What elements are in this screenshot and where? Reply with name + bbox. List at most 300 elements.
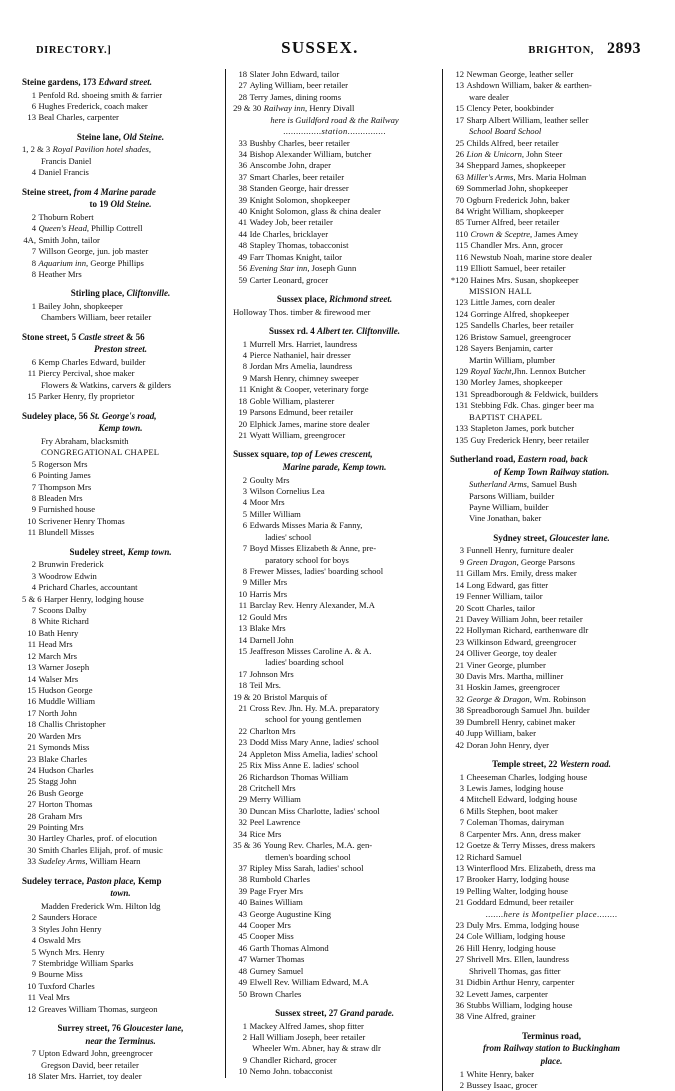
entry-number: 21 <box>238 430 248 440</box>
entry-text: Ide Charles, bricklayer <box>249 228 329 239</box>
entry-text: Charlton Mrs <box>249 725 296 736</box>
entry-number: 18 <box>27 719 36 730</box>
entry-text: Stubbs William, lodging house <box>466 1000 573 1011</box>
entry-number: 25 <box>238 760 248 771</box>
entry-text: Aquarium inn, George Phillips <box>38 257 144 268</box>
entry-text: Walser Mrs <box>38 673 79 684</box>
entry-number: 25 <box>27 776 36 787</box>
entry-number: 17 <box>455 114 465 125</box>
entry-text: Standen George, hair dresser <box>249 183 349 194</box>
street-heading: Stirling place, Cliftonville. <box>70 288 171 299</box>
entry-text: Hollyman Richard, earthenware dlr <box>466 625 589 636</box>
directory-entry <box>450 183 653 194</box>
entry-text: Stembridge William Sparks <box>38 958 134 969</box>
entry-text: Spreadborough & Feldwick, builders <box>470 388 598 399</box>
entry-number: 4 <box>242 350 248 361</box>
directory-entry <box>233 206 436 217</box>
street-heading: Sudeley street, Kemp town. <box>69 546 172 557</box>
entry-number: 1 <box>31 301 36 312</box>
entry-number: 11 <box>27 368 36 379</box>
directory-entry <box>450 772 653 783</box>
entry-text: Harper Henry, lodging house <box>44 593 144 604</box>
directory-entry <box>22 167 219 178</box>
directory-entry <box>450 240 653 251</box>
directory-entry <box>22 616 219 627</box>
running-head-left: DIRECTORY.] <box>36 45 112 56</box>
entry-number: 84 <box>455 206 465 217</box>
entry-text: North John <box>38 707 77 718</box>
directory-entry <box>22 1048 219 1059</box>
directory-entry <box>22 571 219 582</box>
entry-number: 9 <box>242 577 248 588</box>
entry-number: 2 <box>31 211 36 222</box>
entry-number: 30 <box>27 833 36 844</box>
directory-entry <box>233 829 436 840</box>
entry-text: Goetze & Terry Misses, dress makers <box>466 840 596 851</box>
directory-entry <box>450 1000 653 1011</box>
directory-entry <box>450 705 653 716</box>
column-3 <box>442 69 653 1091</box>
entry-text: Head Mrs <box>38 639 73 650</box>
street-heading-continuation: of Kemp Town Railway station. <box>493 466 610 477</box>
entry-text: Hudson Charles <box>38 764 94 775</box>
entry-text: Veal Mrs <box>38 992 70 1003</box>
entry-text: Wynch Mrs. Henry <box>38 946 105 957</box>
entry-text: Horton Thomas <box>38 799 93 810</box>
entry-number: 59 <box>238 274 248 285</box>
entry-number: 1 <box>31 89 36 100</box>
entry-text: Ogburn Frederick John, baker <box>466 194 570 205</box>
entry-number: 3 <box>31 923 36 934</box>
directory-columns <box>22 69 653 1091</box>
entry-text: Kemp Charles Edward, builder <box>38 357 146 368</box>
directory-entry <box>22 112 219 123</box>
entry-number: 116 <box>455 251 469 262</box>
entry-text: Johnson Mrs <box>249 668 294 679</box>
entry-text: Vine Alfred, grainer <box>466 1011 536 1022</box>
entry-number: 8 <box>242 565 248 576</box>
entry-text: Blake Mrs <box>249 623 286 634</box>
directory-entry <box>22 504 219 515</box>
entry-number: 63 <box>455 171 465 182</box>
street-heading-continuation: Kemp town. <box>98 423 143 434</box>
entry-text: Bourne Miss <box>38 969 83 980</box>
entry-text: Chandler Mrs. Ann, grocer <box>470 240 563 251</box>
entry-text: Bushby Charles, beer retailer <box>249 137 350 148</box>
entry-number: 130 <box>455 377 469 388</box>
entry-text: Slater John Edward, tailor <box>249 69 340 79</box>
entry-continuation: paratory school for boys <box>265 554 349 565</box>
entry-number: 10 <box>27 627 36 638</box>
street-heading: Sussex place, Richmond street. <box>276 294 393 305</box>
directory-entry <box>233 577 436 588</box>
entry-continuation: Chambers William, beer retailer <box>41 312 152 323</box>
entry-number: 1 <box>459 771 465 782</box>
entry-number: 26 <box>27 787 36 798</box>
entry-number: 7 <box>31 246 36 257</box>
entry-number: 27 <box>238 80 248 91</box>
entry-text: Teil Mrs. <box>249 680 281 691</box>
entry-number: 3 <box>459 783 465 793</box>
directory-entry <box>233 229 436 240</box>
directory-entry <box>233 384 436 395</box>
street-heading: Terminus road, <box>522 1030 582 1041</box>
entry-number: 25 <box>455 137 465 148</box>
entry-text: Wadey Job, beer retailer <box>249 217 333 228</box>
entry-text: Upton Edward John, greengrocer <box>38 1048 153 1059</box>
entry-text: Royal Yacht,Jhn. Lennox Butcher <box>470 365 586 376</box>
directory-entry <box>22 1004 219 1015</box>
directory-entry <box>233 275 436 286</box>
entry-text: Hudson George <box>38 684 93 695</box>
directory-entry <box>22 459 219 470</box>
entry-number: 36 <box>455 1000 465 1011</box>
entry-number: 16 <box>27 696 36 707</box>
directory-entry <box>450 160 653 171</box>
entry-number: 23 <box>238 737 248 748</box>
entry-number: 4 <box>31 935 36 946</box>
entry-continuation: Wheeler Wm. Abner, hay & straw dlr <box>252 1043 381 1054</box>
entry-number: 18 <box>238 69 248 79</box>
entry-text: Sayers Benjamin, carter <box>470 343 553 354</box>
entry-number: 13 <box>27 662 36 673</box>
directory-entry <box>450 931 653 942</box>
directory-entry <box>22 639 219 650</box>
entry-text: Davey William John, beer retailer <box>466 613 583 624</box>
entry-text: Didbin Arthur Henry, carpenter <box>466 977 575 988</box>
entry-text: Sharp Albert William, leather seller <box>466 114 589 125</box>
entry-text: Thoburn Robert <box>38 211 94 222</box>
entry-text: Goddard Edmund, beer retailer <box>466 897 574 908</box>
entry-text: Bush George <box>38 787 84 798</box>
directory-entry <box>450 989 653 1000</box>
directory-entry <box>233 509 436 520</box>
directory-entry <box>22 368 219 379</box>
directory-entry <box>233 977 436 988</box>
directory-entry <box>233 635 436 646</box>
entry-number: 4 <box>31 582 36 593</box>
entry-number: 1 <box>459 1068 465 1079</box>
entry-number: 32 <box>455 693 465 704</box>
entry-number: 131 <box>455 388 469 399</box>
entry-number: 13 <box>238 623 248 634</box>
entry-number: 20 <box>455 602 465 613</box>
entry-number: 7 <box>31 1048 36 1059</box>
directory-entry <box>450 217 653 228</box>
entry-number: 38 <box>238 874 248 885</box>
directory-entry <box>233 566 436 577</box>
entry-text: Merry William <box>249 794 301 805</box>
entry-number: 8 <box>31 493 36 504</box>
directory-entry <box>22 559 219 570</box>
column-1 <box>22 69 225 1083</box>
entry-text: Wilkinson Edward, greengrocer <box>466 636 577 647</box>
entry-number: 45 <box>238 931 248 942</box>
directory-entry <box>450 195 653 206</box>
entry-number: 37 <box>238 862 248 873</box>
entry-continuation: BAPTIST CHAPEL <box>469 411 543 422</box>
directory-entry <box>22 822 219 833</box>
entry-number: 22 <box>455 625 465 636</box>
entry-text: Bristow Samuel, greengrocer <box>470 331 572 342</box>
directory-entry <box>22 527 219 538</box>
entry-text: Duly Mrs. Emma, lodging house <box>466 920 580 931</box>
entry-number: 20 <box>27 730 36 741</box>
entry-text: Newstub Noah, marine store dealer <box>470 251 592 262</box>
directory-entry <box>233 931 436 942</box>
directory-entry <box>233 69 436 80</box>
entry-number: 12 <box>27 650 36 661</box>
directory-entry <box>233 217 436 228</box>
entry-text: Murrell Mrs. Harriet, laundress <box>249 338 358 349</box>
entry-number: 8 <box>459 828 465 839</box>
entry-number: 11 <box>238 600 248 611</box>
directory-entry <box>22 731 219 742</box>
entry-number: 34 <box>455 160 465 171</box>
directory-entry <box>233 195 436 206</box>
directory-entry <box>233 897 436 908</box>
directory-entry <box>233 806 436 817</box>
entry-number: 8 <box>31 269 36 280</box>
street-heading: Steine street, from 4 Marine parade <box>22 186 156 197</box>
cross-street-note: .......here is Montpelier place........ <box>485 908 618 919</box>
entry-number: 119 <box>455 263 469 274</box>
entry-number: 4 <box>459 794 465 805</box>
entry-text: Frewer Misses, ladies' boarding school <box>249 565 384 576</box>
directory-entry <box>450 840 653 851</box>
directory-entry <box>450 874 653 885</box>
entry-number: 41 <box>238 217 248 228</box>
directory-entry <box>22 935 219 946</box>
directory-entry <box>233 680 436 691</box>
directory-entry <box>22 719 219 730</box>
entry-number: 3 <box>242 486 248 497</box>
entry-text: Pointing Mrs <box>38 822 84 833</box>
directory-entry <box>22 788 219 799</box>
entry-text: Challis Christopher <box>38 719 106 730</box>
street-heading-continuation: to 19 Old Steine. <box>89 199 152 210</box>
directory-entry <box>22 776 219 787</box>
street-heading: Sutherland road, Eastern road, back <box>450 453 588 464</box>
directory-entry <box>450 80 653 91</box>
entry-number: 9 <box>31 969 36 980</box>
street-heading: Surrey street, 76 Gloucester lane, <box>57 1023 184 1034</box>
directory-entry <box>233 497 436 508</box>
directory-entry <box>233 475 436 486</box>
entry-number: 38 <box>455 705 465 716</box>
entry-continuation: MISSION HALL <box>469 286 532 297</box>
entry-number: 23 <box>455 920 465 931</box>
directory-entry <box>450 115 653 126</box>
directory-entry <box>233 1032 436 1043</box>
street-heading: Sussex square, top of Lewes crescent, <box>233 449 373 460</box>
directory-entry <box>22 235 219 246</box>
directory-entry <box>450 682 653 693</box>
entry-text: Parsons Edmund, beer retailer <box>249 407 354 418</box>
entry-text: March Mrs <box>38 650 77 661</box>
directory-entry <box>450 897 653 908</box>
entry-text: Bailey John, shopkeeper <box>38 301 123 312</box>
entry-number: 3 <box>31 570 36 581</box>
entry-number: 32 <box>455 988 465 999</box>
entry-number: 4A, <box>23 234 36 245</box>
directory-entry <box>450 625 653 636</box>
directory-entry <box>450 943 653 954</box>
entry-number: 48 <box>238 240 248 251</box>
entry-number: 30 <box>27 844 36 855</box>
entry-number: 11 <box>27 527 36 538</box>
directory-entry <box>233 252 436 263</box>
directory-entry <box>450 69 653 80</box>
entry-number: 7 <box>242 543 248 554</box>
directory-entry <box>22 924 219 935</box>
directory-entry <box>233 103 436 114</box>
entry-text: Graham Mrs <box>38 810 83 821</box>
directory-entry <box>233 954 436 965</box>
entry-number: 15 <box>27 684 36 695</box>
entry-number: 30 <box>238 805 248 816</box>
entry-number: 24 <box>455 648 465 659</box>
directory-entry <box>233 373 436 384</box>
directory-entry <box>233 886 436 897</box>
directory-entry <box>22 765 219 776</box>
directory-entry <box>233 669 436 680</box>
entry-number: 131 <box>455 400 469 411</box>
running-head <box>22 38 653 58</box>
entry-number: 35 & 36 <box>233 840 262 851</box>
entry-text: Bishop Alexander William, butcher <box>249 148 372 159</box>
directory-entry <box>22 685 219 696</box>
entry-number: 56 <box>238 263 248 274</box>
directory-entry <box>233 138 436 149</box>
entry-number: 9 <box>31 504 36 515</box>
entry-number: 1 <box>242 338 248 349</box>
entry-text: Jupp William, baker <box>466 728 536 739</box>
entry-text: Symonds Miss <box>38 742 90 753</box>
entry-text: Sudeley Arms, William Hearn <box>38 856 141 867</box>
entry-number: 29 <box>27 822 36 833</box>
page-number: 2893 <box>607 40 641 57</box>
entry-text: Hughes Frederick, coach maker <box>38 101 148 112</box>
entry-text: Bath Henry <box>38 627 79 638</box>
entry-text: Warden Mrs <box>38 730 82 741</box>
directory-entry <box>450 794 653 805</box>
street-heading: Temple street, 22 Western road. <box>492 758 611 769</box>
directory-entry <box>22 696 219 707</box>
entry-text: Gould Mrs <box>249 611 288 622</box>
entry-continuation: School Board School <box>469 126 542 137</box>
entry-text: Edwards Misses Maria & Fanny, <box>249 520 363 531</box>
entry-number: 135 <box>455 434 469 445</box>
directory-entry <box>22 101 219 112</box>
entry-number: 19 <box>455 885 465 896</box>
entry-text: Rumbold Charles <box>249 874 310 885</box>
entry-number: 7 <box>459 817 465 828</box>
directory-entry <box>450 435 653 446</box>
entry-text: Greaves William Thomas, surgeon <box>38 1003 158 1014</box>
entry-text: Penfold Rd. shoeing smith & farrier <box>38 89 163 100</box>
entry-number: 28 <box>27 810 36 821</box>
directory-entry <box>450 320 653 331</box>
entry-number: 8 <box>31 257 36 268</box>
entry-text: Olliver George, toy dealer <box>466 648 557 659</box>
entry-text: Piercy Percival, shoe maker <box>38 368 135 379</box>
entry-number: *120 <box>450 274 469 285</box>
entry-text: Smith Charles Elijah, prof. of music <box>38 844 163 855</box>
directory-entry <box>233 589 436 600</box>
directory-entry <box>450 263 653 274</box>
entry-number: 5 <box>31 458 36 469</box>
entry-continuation: ladies' boarding school <box>265 657 344 668</box>
entry-number: 128 <box>455 343 469 354</box>
entry-number: 31 <box>455 977 465 988</box>
entry-number: 85 <box>455 217 465 228</box>
directory-entry <box>22 981 219 992</box>
street-heading-continuation: Preston street. <box>94 344 148 355</box>
entry-number: 34 <box>238 148 248 159</box>
entry-number: 13 <box>455 862 465 873</box>
entry-text: Funnell Henry, furniture dealer <box>466 545 574 556</box>
directory-entry <box>233 817 436 828</box>
entry-continuation: Payne William, builder <box>469 501 549 512</box>
entry-text: Spreadborough Samuel Jhn. builder <box>466 705 590 716</box>
directory-entry <box>22 246 219 257</box>
directory-entry <box>233 726 436 737</box>
entry-text: Critchell Mrs <box>249 783 296 793</box>
entry-number: 2 <box>242 474 248 485</box>
entry-number: 1, 2 & 3 <box>22 144 51 155</box>
entry-number: 33 <box>27 856 36 867</box>
street-heading: Sudeley place, 56 St. George's road, <box>22 410 157 421</box>
entry-text: Prichard Charles, accountant <box>38 582 138 593</box>
directory-entry <box>233 989 436 1000</box>
entry-number: 39 <box>455 716 465 727</box>
entry-text: Miller's Arms, Mrs. Maria Holman <box>466 171 587 182</box>
entry-text: Mitchell Edward, lodging house <box>466 794 578 805</box>
entry-text: Dodd Miss Mary Anne, ladies' school <box>249 737 380 748</box>
directory-entry <box>450 660 653 671</box>
entry-text: Coleman Thomas, dairyman <box>466 817 564 828</box>
entry-text: Rix Miss Anne E. ladies' school <box>249 760 360 771</box>
entry-number: 24 <box>238 748 248 759</box>
entry-text: Farr Thomas Knight, tailor <box>249 251 343 262</box>
directory-entry <box>233 263 436 274</box>
entry-text: Miller Mrs <box>249 577 288 588</box>
entry-text: Doran John Henry, dyer <box>466 739 550 750</box>
entry-text: Scott Charles, tailor <box>466 602 536 613</box>
entry-text: White Henry, baker <box>466 1068 534 1079</box>
entry-text: Bristol Marquis of <box>263 691 328 702</box>
entry-text: Little James, corn dealer <box>470 297 556 308</box>
entry-number: 19 <box>455 591 465 602</box>
entry-text: Gillam Mrs. Emily, dress maker <box>466 568 577 579</box>
directory-entry <box>450 557 653 568</box>
directory-entry <box>450 377 653 388</box>
entry-text: Gorringe Alfred, shopkeeper <box>470 308 570 319</box>
directory-entry <box>450 728 653 739</box>
entry-number: 27 <box>27 799 36 810</box>
directory-entry <box>233 430 436 441</box>
directory-entry <box>233 1055 436 1066</box>
entry-number: 17 <box>455 874 465 885</box>
entry-text: Brooker Harry, lodging house <box>466 874 570 885</box>
entry-number: 4 <box>31 223 36 234</box>
entry-number: 14 <box>455 579 465 590</box>
entry-number: 21 <box>455 897 465 908</box>
entry-text: Smart Charles, beer retailer <box>249 171 345 182</box>
directory-entry <box>22 391 219 402</box>
entry-text: Queen's Head, Phillip Cottrell <box>38 223 143 234</box>
